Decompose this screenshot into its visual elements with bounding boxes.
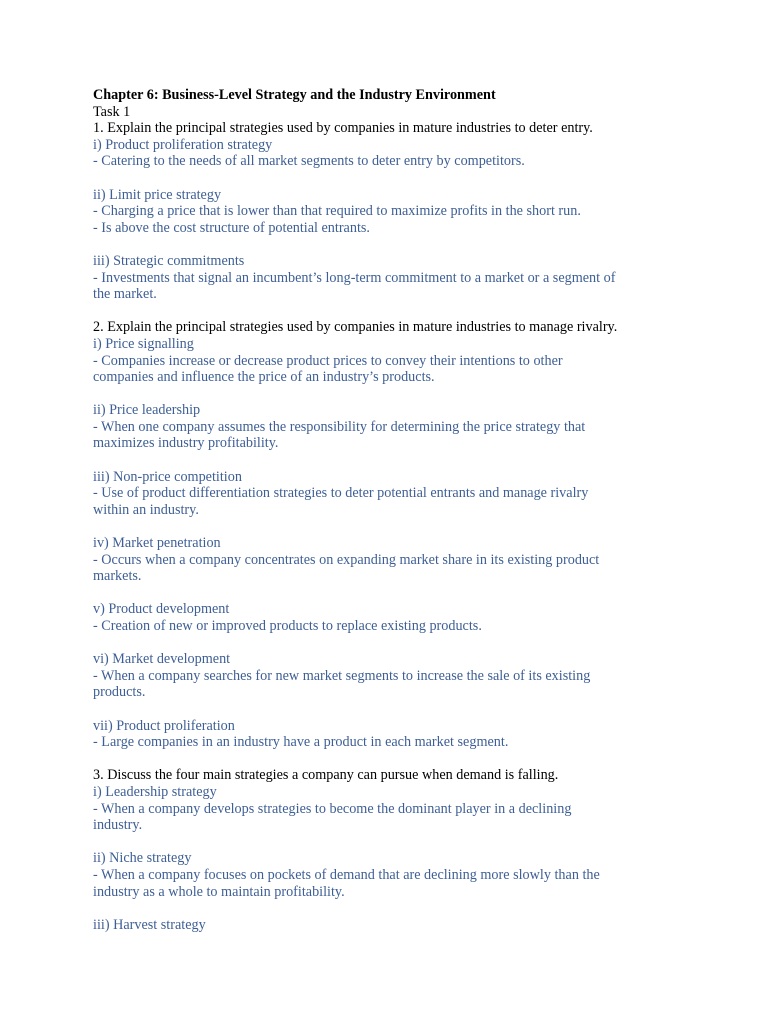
spacer [93, 701, 733, 718]
q2-item-7-line-1: - Large companies in an industry have a product in each market segment. [93, 734, 509, 751]
document-page [93, 87, 733, 933]
q2-item-4-line-2: markets. [93, 568, 142, 585]
q2-item-1-line-2: companies and influence the price of an industry’s products. [93, 369, 435, 386]
q1-item-3-line-2: the market. [93, 286, 157, 303]
q2-item-1-heading: i) Price signalling [93, 335, 194, 352]
question-3: 3. Discuss the four main strategies a company can pursue when demand is falling. [93, 767, 559, 784]
question-1: 1. Explain the principal strategies used by companies in mature industries to deter entry. [93, 120, 593, 137]
spacer [93, 170, 733, 187]
spacer [93, 386, 733, 403]
q2-item-6-line-2: products. [93, 684, 146, 701]
q2-item-5-line-1: - Creation of new or improved products to replace existing products. [93, 618, 482, 634]
q3-item-1-line-1: - When a company develops strategies to become the dominant player in a declining [93, 800, 572, 817]
q3-item-2-heading: ii) Niche strategy [93, 850, 192, 867]
q1-item-1-line-1: - Catering to the needs of all market segments to deter entry by competitors. [93, 153, 525, 170]
q3-item-2-line-1: - When a company focuses on pockets of demand that are declining more slowly than the [93, 866, 600, 883]
q2-item-6-line-1: - When a company searches for new market segments to increase the sale of its existing [93, 667, 591, 684]
q3-item-2-line-2: industry as a whole to maintain profitability. [93, 883, 345, 900]
q1-item-2-line-1: - Charging a price that is lower than that required to maximize profits in the short run. [93, 203, 581, 220]
q1-item-1-heading: i) Product proliferation strategy [93, 136, 273, 153]
q2-item-4-heading: iv) Market penetration [93, 535, 221, 552]
document-title: Chapter 6: Business-Level Strategy and the Industry Environment [93, 87, 496, 103]
q2-item-1-line-1: - Companies increase or decrease product prices to convey their intentions to other [93, 352, 563, 369]
question-2: 2. Explain the principal strategies used by companies in mature industries to manage rivalry. [93, 319, 618, 336]
q2-item-3-line-1: - Use of product differentiation strategies to deter potential entrants and manage rivalry [93, 485, 589, 502]
q3-item-1-heading: i) Leadership strategy [93, 783, 217, 800]
spacer [93, 236, 733, 253]
spacer [93, 585, 733, 602]
q1-item-2-heading: ii) Limit price strategy [93, 186, 222, 203]
q1-item-2-line-2: - Is above the cost structure of potential entrants. [93, 219, 370, 236]
spacer [93, 834, 733, 851]
q1-item-3-line-1: - Investments that signal an incumbent’s long-term commitment to a market or a segment of [93, 269, 616, 286]
q1-item-3-heading: iii) Strategic commitments [93, 252, 245, 269]
q2-item-2-line-1: - When one company assumes the responsibility for determining the price strategy that [93, 418, 586, 435]
q2-item-7-heading: vii) Product proliferation [93, 717, 235, 734]
q3-item-3-heading: iii) Harvest strategy [93, 916, 206, 933]
spacer [93, 452, 733, 469]
q2-item-2-heading: ii) Price leadership [93, 402, 201, 419]
q2-item-2-line-2: maximizes industry profitability. [93, 435, 279, 452]
spacer [93, 635, 733, 652]
q2-item-4-line-1: - Occurs when a company concentrates on expanding market share in its existing product [93, 551, 600, 568]
spacer [93, 751, 733, 768]
q2-item-5-heading: v) Product development [93, 601, 230, 618]
q2-item-6-heading: vi) Market development [93, 651, 231, 668]
q2-item-3-heading: iii) Non-price competition [93, 468, 242, 485]
spacer [93, 518, 733, 535]
q3-item-1-line-2: industry. [93, 817, 143, 834]
spacer [93, 303, 733, 320]
q2-item-3-line-2: within an industry. [93, 501, 199, 518]
task-label: Task 1 [93, 103, 131, 120]
spacer [93, 900, 733, 917]
